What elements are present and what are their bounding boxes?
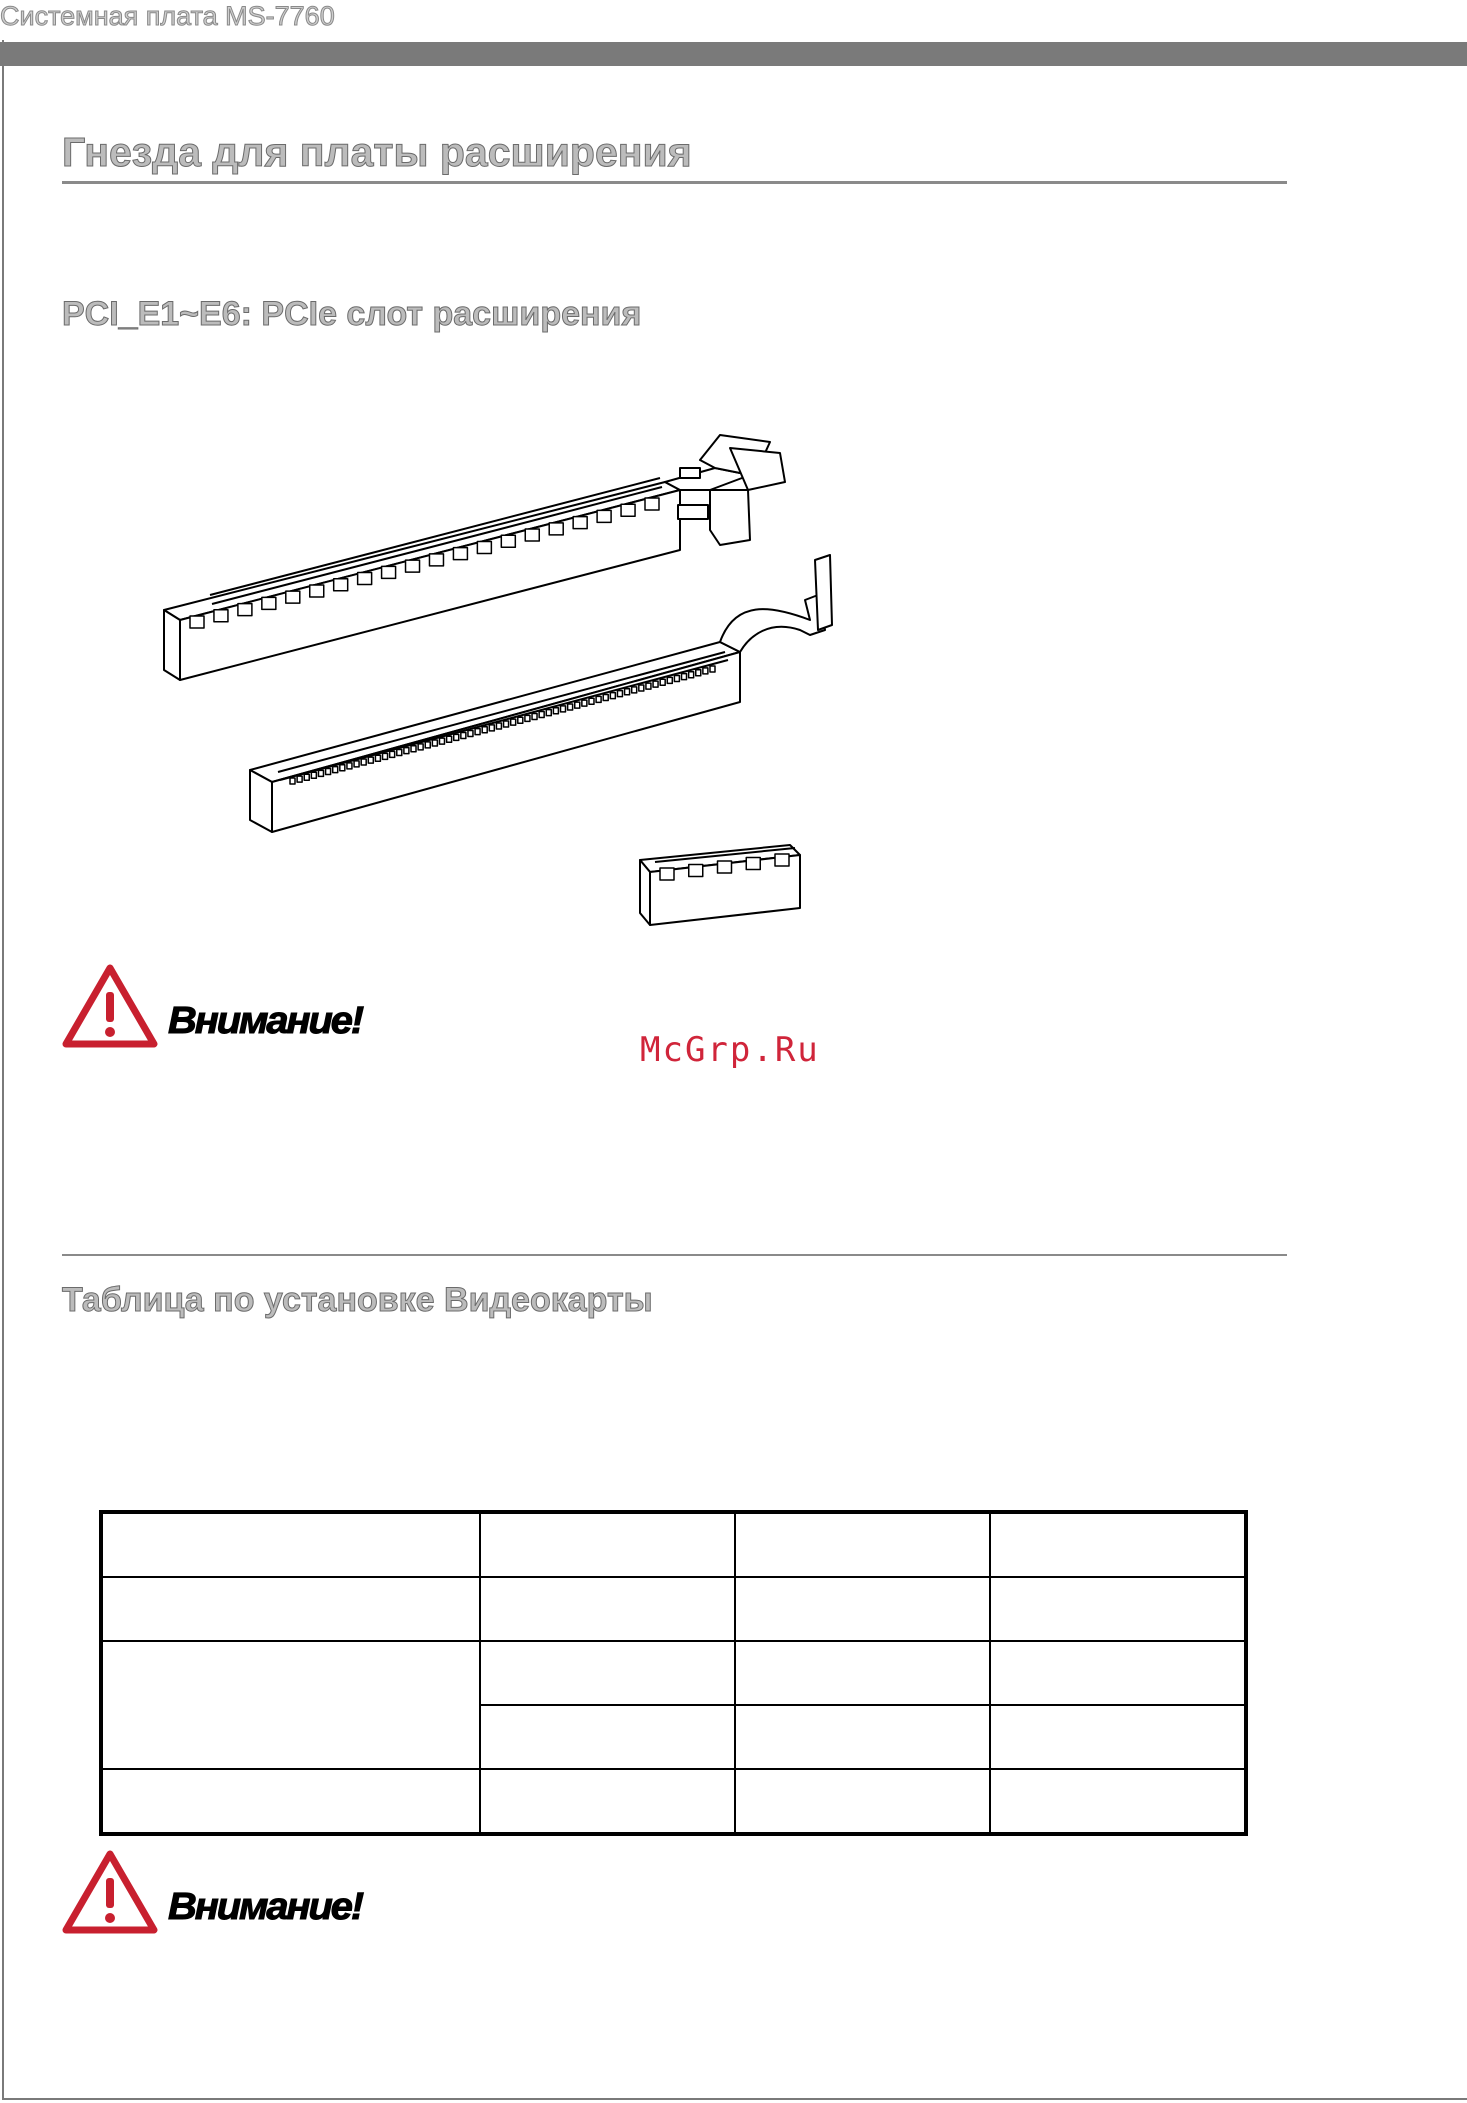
warning-notice-1 bbox=[60, 962, 390, 1052]
warning-notice-2 bbox=[60, 1848, 390, 1938]
table-cell bbox=[480, 1769, 735, 1834]
table-cell bbox=[101, 1641, 480, 1769]
warning-label: Внимание! bbox=[168, 1886, 363, 1928]
warning-triangle-icon bbox=[60, 962, 160, 1052]
table-row bbox=[101, 1769, 1246, 1834]
table-cell bbox=[990, 1512, 1246, 1577]
table-cell bbox=[735, 1705, 990, 1769]
header-band bbox=[0, 42, 1467, 66]
table-cell bbox=[735, 1769, 990, 1834]
table-cell bbox=[735, 1577, 990, 1641]
left-border-rule bbox=[2, 40, 4, 2100]
table-cell bbox=[990, 1705, 1246, 1769]
watermark: McGrp.Ru bbox=[640, 1030, 820, 1070]
table-cell bbox=[990, 1769, 1246, 1834]
pcie-x1-slot bbox=[640, 845, 800, 925]
table-cell bbox=[101, 1512, 480, 1577]
warning-triangle-icon bbox=[60, 1848, 160, 1938]
table-cell bbox=[735, 1512, 990, 1577]
bottom-border-rule bbox=[2, 2098, 1467, 2100]
section-rule bbox=[62, 181, 1287, 184]
pcie-x16-slot bbox=[164, 435, 785, 680]
warning-label: Внимание! bbox=[168, 1000, 363, 1042]
table-cell bbox=[480, 1512, 735, 1577]
table-cell bbox=[480, 1641, 735, 1705]
table-cell bbox=[735, 1641, 990, 1705]
table-cell bbox=[480, 1577, 735, 1641]
graphics-card-install-table bbox=[99, 1510, 1248, 1836]
header-title: Системная плата MS-7760 bbox=[0, 1, 335, 31]
table-cell bbox=[101, 1577, 480, 1641]
table-row bbox=[101, 1577, 1246, 1641]
table-cell bbox=[990, 1577, 1246, 1641]
table-cell bbox=[101, 1769, 480, 1834]
divider-rule bbox=[62, 1254, 1287, 1256]
table-row bbox=[101, 1512, 1246, 1577]
section-title: Гнезда для платы расширения bbox=[62, 129, 692, 175]
pcie-slots-illustration bbox=[150, 420, 850, 940]
table-cell bbox=[480, 1705, 735, 1769]
table-heading: Таблица по установке Видеокарты bbox=[62, 1281, 653, 1319]
table-cell bbox=[990, 1641, 1246, 1705]
table-row bbox=[101, 1641, 1246, 1705]
slot-heading: PCI_E1~E6: PCIe слот расширения bbox=[62, 295, 642, 333]
